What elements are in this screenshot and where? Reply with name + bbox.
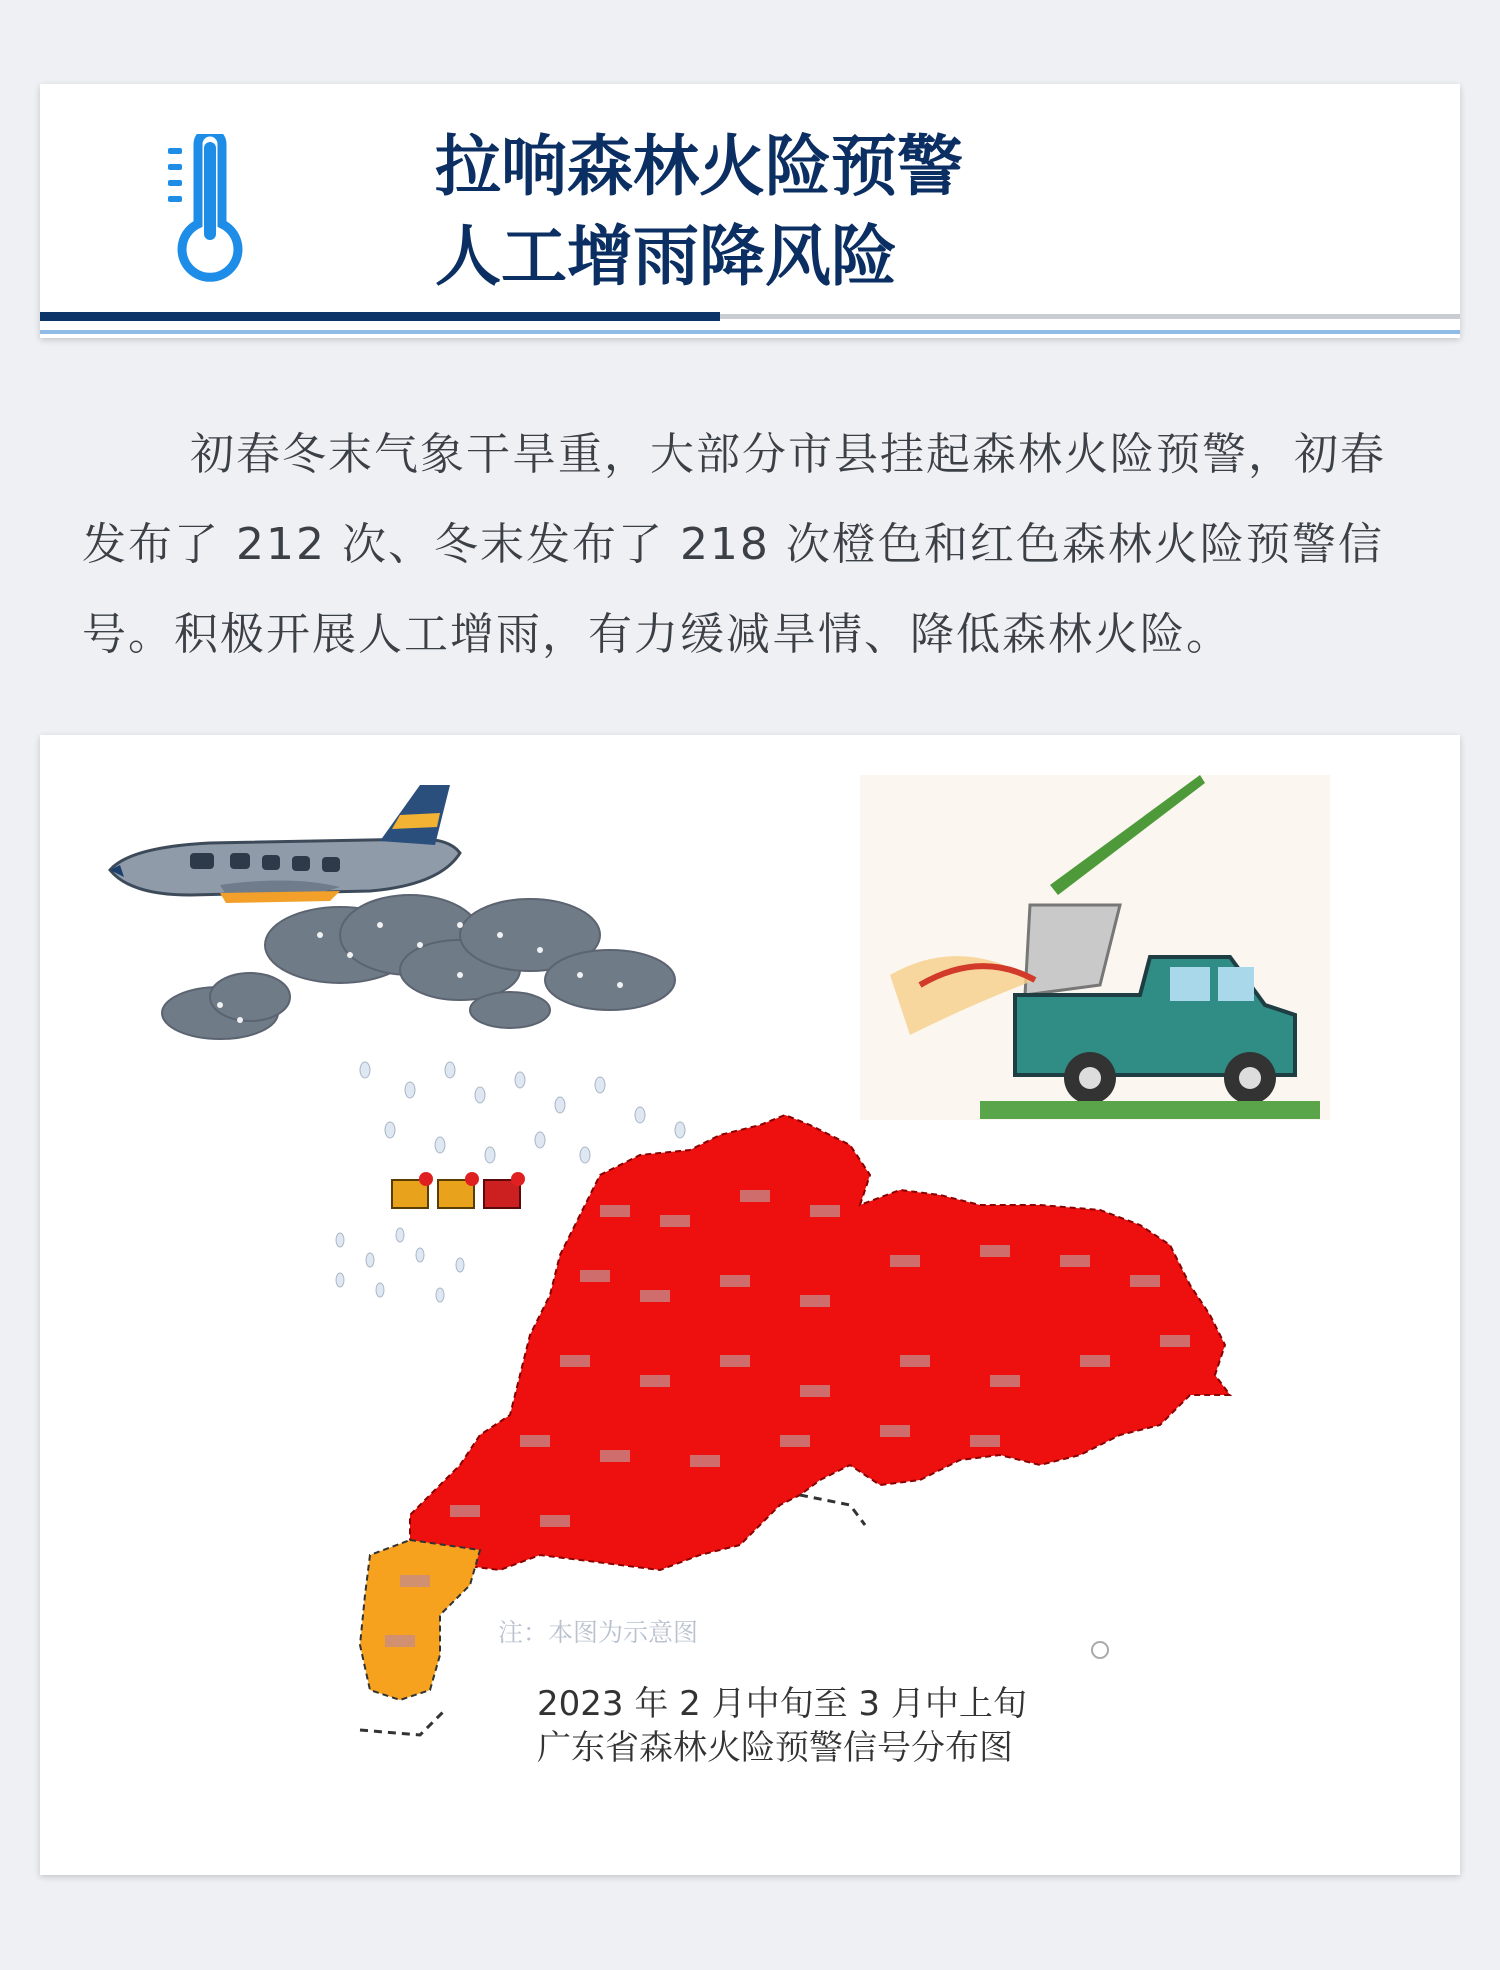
title-line-1: 拉响森林火险预警: [435, 128, 963, 205]
map-caption: [537, 1682, 1027, 1770]
title-underline-light: [720, 314, 1460, 319]
map-card: [40, 735, 1460, 1875]
map-caption-line-1: 2023 年 2 月中旬至 3 月中上旬: [537, 1684, 1027, 1724]
title-line-2: 人工增雨降风险: [435, 218, 897, 295]
map-note: 注：本图为示意图: [498, 1618, 699, 1647]
intro-paragraph: 初春冬末气象干旱重，大部分市县挂起森林火险预警，初春发布了 212 次、冬末发布了 218 次橙色和红色森林火险预警信号。积极开展人工增雨，有力缓减旱情、降低森林火险。: [82, 429, 1386, 660]
airplane-illustration: [110, 785, 460, 903]
header-bottom-border: [40, 330, 1460, 334]
title-underline-dark: [40, 312, 720, 321]
page-title: [435, 122, 963, 302]
thermometer-icon: [160, 134, 250, 284]
map-caption-line-2: 广东省森林火险预警信号分布图: [537, 1728, 1013, 1768]
rocket-launcher-truck-illustration: [860, 775, 1330, 1120]
header-card: [40, 84, 1460, 338]
warning-signal-icons: [392, 1172, 525, 1208]
